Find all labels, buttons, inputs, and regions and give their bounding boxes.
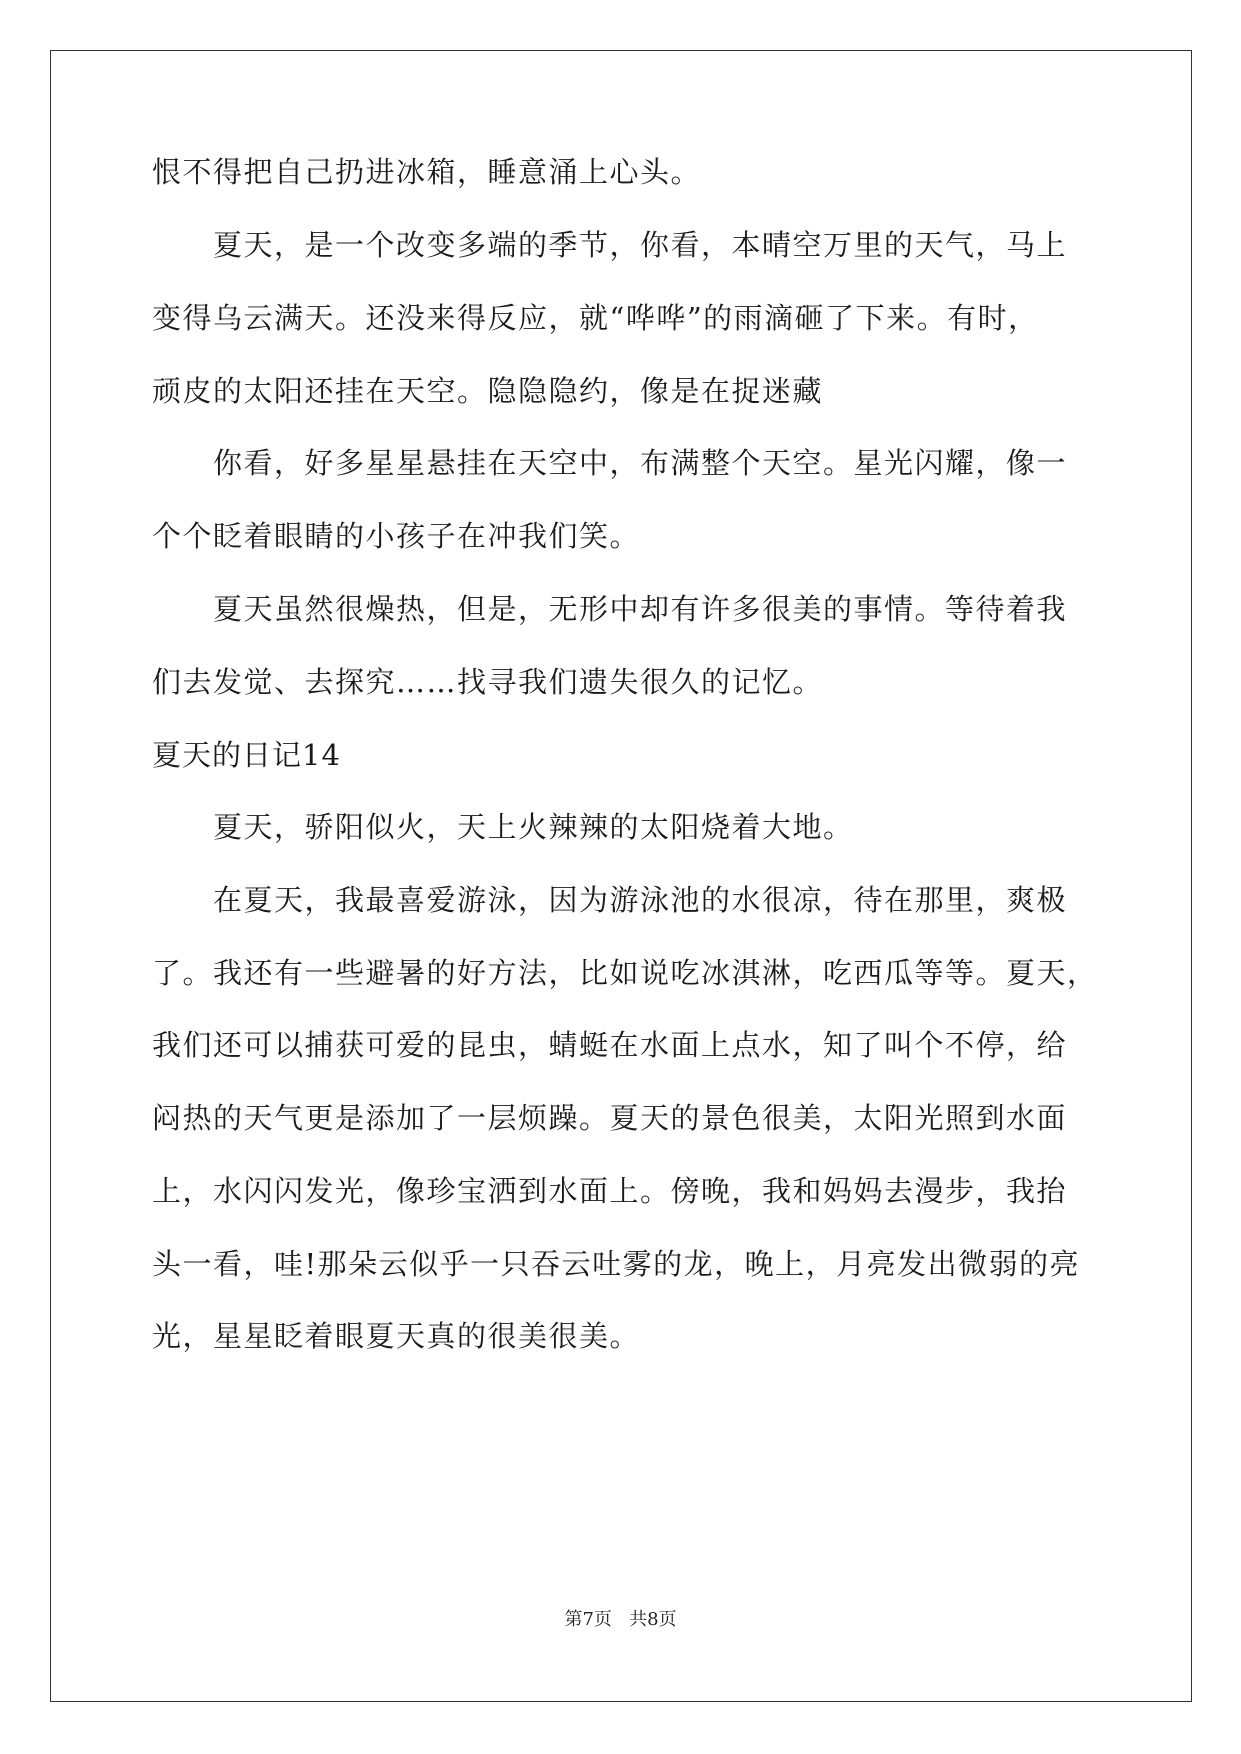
text-line: 光，星星眨着眼夏天真的很美很美。: [152, 1319, 641, 1353]
text-line: 我们还可以捕获可爱的昆虫，蜻蜓在水面上点水，知了叫个不停，给: [152, 1028, 1068, 1062]
text-line: 头一看，哇!那朵云似乎一只吞云吐雾的龙，晚上，月亮发出微弱的亮: [152, 1247, 1081, 1281]
text-line: 闷热的天气更是添加了一层烦躁。夏天的景色很美，太阳光照到水面: [152, 1101, 1068, 1135]
text-line: 顽皮的太阳还挂在天空。隐隐隐约，像是在捉迷藏: [152, 374, 824, 408]
text-line: 夏天，是一个改变多端的季节，你看，本晴空万里的天气，马上: [152, 228, 1068, 262]
text-line: 夏天，骄阳似火，天上火辣辣的太阳烧着大地。: [152, 810, 854, 844]
section-heading: 夏天的日记14: [152, 738, 341, 772]
text-line: 上，水闪闪发光，像珍宝洒到水面上。傍晚，我和妈妈去漫步，我抬: [152, 1174, 1068, 1208]
text-line: 恨不得把自己扔进冰箱，睡意涌上心头。: [152, 155, 702, 189]
text-line: 个个眨着眼睛的小孩子在冲我们笑。: [152, 519, 641, 553]
text-line: 了。我还有一些避暑的好方法，比如说吃冰淇淋，吃西瓜等等。夏天，: [152, 956, 1098, 990]
text-line: 们去发觉、去探究……找寻我们遗失很久的记忆。: [152, 665, 824, 699]
text-line: 变得乌云满天。还没来得反应，就“哗哗”的雨滴砸了下来。有时，: [152, 301, 1039, 335]
text-line: 夏天虽然很燥热，但是，无形中却有许多很美的事情。等待着我: [152, 592, 1068, 626]
page-number-footer: 第7页 共8页: [564, 1609, 677, 1630]
text-line: 你看，好多星星悬挂在天空中，布满整个天空。星光闪耀，像一: [152, 446, 1068, 480]
text-line: 在夏天，我最喜爱游泳，因为游泳池的水很凉，待在那里，爽极: [152, 883, 1068, 917]
